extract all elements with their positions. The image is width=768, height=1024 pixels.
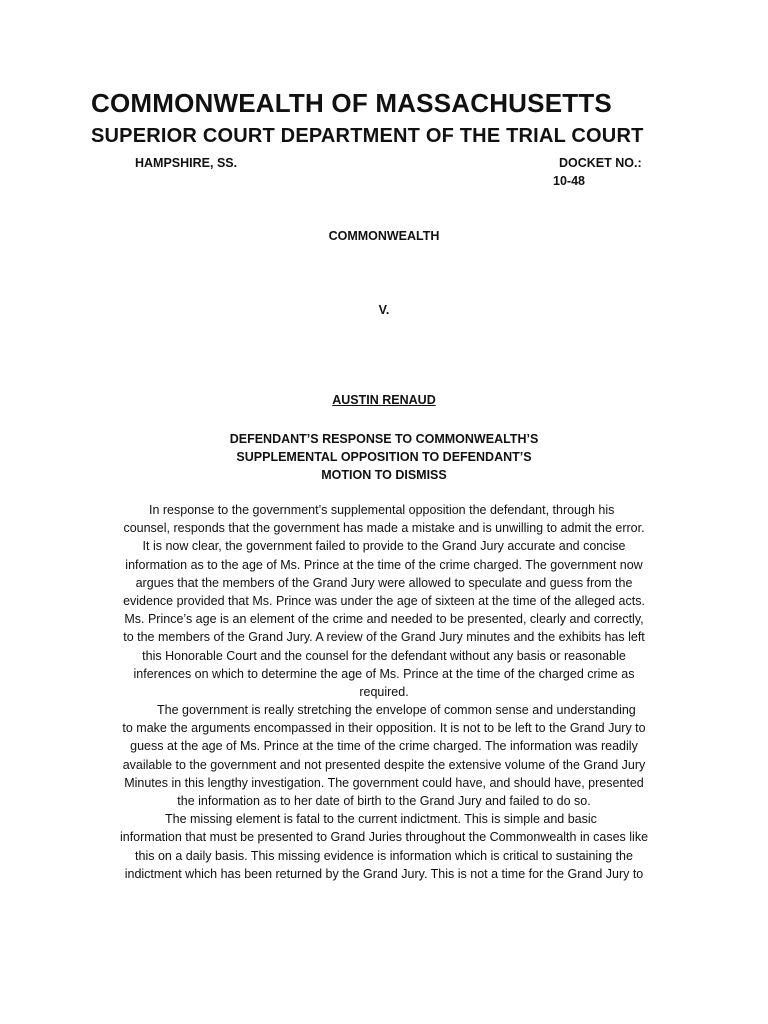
paragraph-line: Minutes in this lengthy investigation. The government could have, and should have, presented — [124, 775, 644, 790]
paragraph-line: to make the arguments encompassed in their opposition. It is not to be left to the Grand Jury to — [122, 721, 646, 736]
document-body — [0, 501, 768, 883]
docket-number: 10-48 — [553, 174, 585, 188]
paragraph-line: counsel, responds that the government has made a mistake and is unwilling to admit the error. — [123, 521, 645, 536]
court-title: COMMONWEALTH OF MASSACHUSETTS — [91, 88, 612, 118]
docket-label: DOCKET NO.: — [559, 156, 642, 170]
paragraph-line: available to the government and not presented despite the extensive volume of the Grand Jury — [122, 757, 646, 772]
paragraph-line: the information as to her date of birth to the Grand Jury and failed to do so. — [177, 794, 591, 808]
paragraph-line: required. — [359, 684, 409, 699]
paragraph-line: The government is really stretching the envelope of common sense and understanding — [157, 703, 636, 718]
document-title-line: DEFENDANT’S RESPONSE TO COMMONWEALTH’S — [229, 432, 539, 446]
versus-label: V. — [378, 303, 390, 317]
paragraph-line: The missing element is fatal to the current indictment. This is simple and basic — [165, 812, 597, 827]
paragraph-line: argues that the members of the Grand Jury were allowed to speculate and guess from the — [135, 575, 633, 590]
paragraph-line: this Honorable Court and the counsel for the defendant without any basis or reasonable — [142, 648, 626, 663]
paragraph-line: evidence provided that Ms. Prince was under the age of sixteen at the time of the alleged acts. — [123, 593, 645, 608]
paragraph-line: indictment which has been returned by the Grand Jury. This is not a time for the Grand Jury to — [124, 866, 644, 881]
paragraph-line: In response to the government’s supplemental opposition the defendant, through his — [149, 503, 615, 517]
document-title-line: MOTION TO DISMISS — [321, 468, 447, 482]
paragraph-line: guess at the age of Ms. Prince at the time of the crime charged. The information was readily — [130, 739, 638, 754]
paragraph-line: Ms. Prince’s age is an element of the crime and needed to be presented, clearly and correctly, — [124, 612, 644, 627]
document-title-line: SUPPLEMENTAL OPPOSITION TO DEFENDANT’S — [236, 450, 532, 464]
paragraph-line: information as to the age of Ms. Prince at the time of the crime charged. The government now — [125, 557, 643, 572]
plaintiff-name: COMMONWEALTH — [328, 229, 440, 243]
court-subtitle: SUPERIOR COURT DEPARTMENT OF THE TRIAL COURT — [91, 125, 644, 147]
paragraph-line: inferences on which to determine the age of Ms. Prince at the time of the charged crime as — [133, 666, 635, 681]
defendant-name: AUSTIN RENAUD — [332, 393, 436, 407]
county-venue: HAMPSHIRE, SS. — [135, 156, 238, 170]
paragraph-line: this on a daily basis. This missing evidence is information which is critical to sustaining the — [135, 848, 633, 863]
paragraph-line: to the members of the Grand Jury. A review of the Grand Jury minutes and the exhibits has left — [123, 630, 645, 645]
paragraph-line: information that must be presented to Grand Juries throughout the Commonwealth in cases like — [119, 830, 649, 845]
paragraph-line: It is now clear, the government failed to provide to the Grand Jury accurate and concise — [142, 539, 626, 554]
